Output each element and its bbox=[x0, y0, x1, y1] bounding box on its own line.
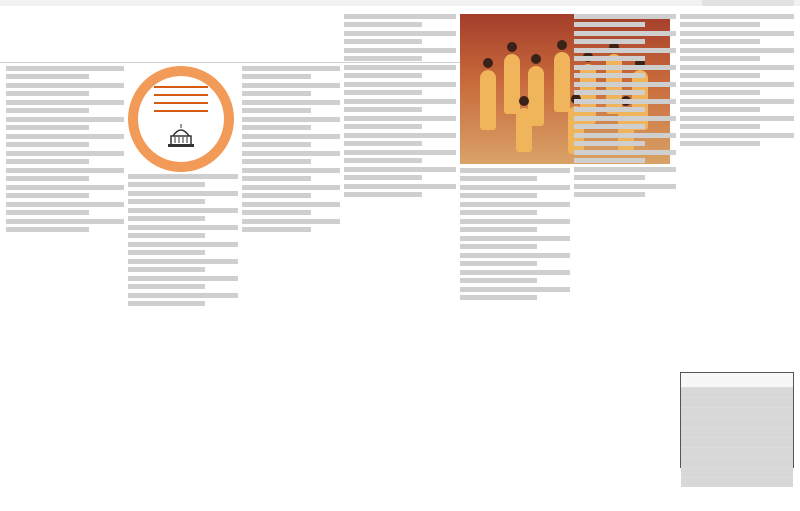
answer-key-cell bbox=[681, 418, 709, 428]
question-item bbox=[344, 150, 456, 163]
question-item bbox=[574, 133, 676, 146]
badge-line-1 bbox=[154, 86, 208, 88]
answer-key-cell bbox=[709, 418, 737, 428]
question-text-placeholder bbox=[680, 39, 760, 44]
question-item bbox=[128, 242, 238, 255]
answer-key-row bbox=[681, 458, 793, 468]
question-item bbox=[680, 116, 794, 129]
question-item bbox=[680, 14, 794, 27]
answer-key-cell bbox=[709, 438, 737, 448]
answer-key-cell bbox=[681, 458, 709, 468]
answer-key-row bbox=[681, 418, 793, 428]
question-text-placeholder bbox=[344, 175, 422, 180]
question-item bbox=[242, 151, 340, 164]
question-text-placeholder bbox=[242, 185, 340, 190]
question-text-placeholder bbox=[344, 107, 422, 112]
question-item bbox=[242, 83, 340, 96]
question-text-placeholder bbox=[242, 108, 311, 113]
author-credit bbox=[680, 472, 792, 486]
question-text-placeholder bbox=[6, 168, 124, 173]
question-text-placeholder bbox=[6, 66, 124, 71]
question-item bbox=[128, 174, 238, 187]
question-text-placeholder bbox=[128, 174, 238, 179]
question-item bbox=[574, 14, 676, 27]
question-text-placeholder bbox=[6, 134, 124, 139]
answer-key-cell bbox=[709, 408, 737, 418]
question-item bbox=[680, 65, 794, 78]
question-text-placeholder bbox=[344, 141, 422, 146]
question-text-placeholder bbox=[344, 158, 422, 163]
question-item bbox=[460, 253, 570, 266]
answer-key-cell bbox=[765, 388, 793, 398]
question-item bbox=[344, 14, 456, 27]
question-item bbox=[574, 167, 676, 180]
question-text-placeholder bbox=[6, 176, 89, 181]
badge-inner bbox=[138, 76, 224, 162]
question-text-placeholder bbox=[574, 107, 645, 112]
question-text-placeholder bbox=[6, 159, 89, 164]
question-text-placeholder bbox=[6, 185, 124, 190]
question-text-placeholder bbox=[574, 133, 676, 138]
question-text-placeholder bbox=[574, 31, 676, 36]
question-item bbox=[574, 31, 676, 44]
question-item bbox=[460, 236, 570, 249]
question-text-placeholder bbox=[242, 227, 311, 232]
question-text-placeholder bbox=[574, 82, 676, 87]
question-text-placeholder bbox=[344, 116, 456, 121]
question-item bbox=[128, 225, 238, 238]
badge-line-2 bbox=[154, 94, 208, 96]
question-text-placeholder bbox=[6, 151, 124, 156]
question-text-placeholder bbox=[344, 192, 422, 197]
answer-key-cell bbox=[737, 458, 765, 468]
question-text-placeholder bbox=[242, 151, 340, 156]
question-text-placeholder bbox=[574, 167, 676, 172]
question-text-placeholder bbox=[128, 293, 238, 298]
question-item bbox=[460, 270, 570, 283]
question-text-placeholder bbox=[128, 225, 238, 230]
question-item bbox=[460, 202, 570, 215]
question-item bbox=[242, 66, 340, 79]
question-text-placeholder bbox=[574, 116, 676, 121]
question-text-placeholder bbox=[242, 168, 340, 173]
answer-key-row bbox=[681, 398, 793, 408]
question-text-placeholder bbox=[460, 193, 537, 198]
answer-key-cell bbox=[681, 448, 709, 458]
question-text-placeholder bbox=[460, 176, 537, 181]
question-text-placeholder bbox=[242, 83, 340, 88]
question-text-placeholder bbox=[242, 176, 311, 181]
question-item bbox=[344, 184, 456, 197]
question-text-placeholder bbox=[6, 202, 124, 207]
question-text-placeholder bbox=[680, 56, 760, 61]
question-text-placeholder bbox=[242, 142, 311, 147]
answer-key-cell bbox=[681, 398, 709, 408]
question-text-placeholder bbox=[574, 56, 645, 61]
question-item bbox=[128, 259, 238, 272]
question-text-placeholder bbox=[6, 193, 89, 198]
question-text-placeholder bbox=[460, 185, 570, 190]
answer-key-cell bbox=[737, 388, 765, 398]
question-text-placeholder bbox=[574, 175, 645, 180]
dancer-figure bbox=[504, 54, 520, 114]
question-text-placeholder bbox=[574, 39, 645, 44]
question-text-placeholder bbox=[680, 116, 794, 121]
question-text-placeholder bbox=[574, 65, 676, 70]
question-item bbox=[574, 65, 676, 78]
answer-key-cell bbox=[765, 408, 793, 418]
question-text-placeholder bbox=[460, 253, 570, 258]
header-tag bbox=[702, 0, 794, 6]
question-column-6 bbox=[574, 14, 676, 506]
answer-key-cell bbox=[765, 418, 793, 428]
question-column-3 bbox=[242, 66, 340, 506]
question-text-placeholder bbox=[242, 74, 311, 79]
question-text-placeholder bbox=[460, 236, 570, 241]
question-item bbox=[460, 185, 570, 198]
question-text-placeholder bbox=[242, 219, 340, 224]
question-text-placeholder bbox=[680, 48, 794, 53]
answer-key-cell bbox=[765, 448, 793, 458]
question-text-placeholder bbox=[344, 133, 456, 138]
syllabus-badge bbox=[128, 66, 234, 172]
question-text-placeholder bbox=[344, 14, 456, 19]
question-text-placeholder bbox=[460, 202, 570, 207]
question-text-placeholder bbox=[242, 66, 340, 71]
answer-key-cell bbox=[765, 398, 793, 408]
answer-key-cell bbox=[709, 398, 737, 408]
question-text-placeholder bbox=[344, 124, 422, 129]
question-text-placeholder bbox=[574, 90, 645, 95]
question-item bbox=[6, 117, 124, 130]
dancer-figure bbox=[480, 70, 496, 130]
question-item bbox=[574, 82, 676, 95]
question-text-placeholder bbox=[680, 22, 760, 27]
answer-key-cell bbox=[681, 438, 709, 448]
question-text-placeholder bbox=[574, 184, 676, 189]
question-column-2 bbox=[128, 174, 238, 506]
question-text-placeholder bbox=[344, 82, 456, 87]
question-item bbox=[574, 48, 676, 61]
question-text-placeholder bbox=[6, 142, 89, 147]
answer-key-cell bbox=[681, 408, 709, 418]
answer-key-cell bbox=[765, 428, 793, 438]
question-text-placeholder bbox=[128, 250, 205, 255]
question-text-placeholder bbox=[680, 133, 794, 138]
question-text-placeholder bbox=[344, 99, 456, 104]
question-item bbox=[6, 168, 124, 181]
answer-key-cell bbox=[737, 428, 765, 438]
answer-key-cell bbox=[709, 458, 737, 468]
question-item bbox=[344, 99, 456, 112]
question-item bbox=[460, 219, 570, 232]
answer-key-cell bbox=[737, 398, 765, 408]
question-item bbox=[6, 219, 124, 232]
question-text-placeholder bbox=[680, 141, 760, 146]
header-strip bbox=[0, 0, 800, 6]
question-text-placeholder bbox=[6, 83, 124, 88]
question-item bbox=[6, 134, 124, 147]
question-item bbox=[460, 287, 570, 300]
question-text-placeholder bbox=[242, 125, 311, 130]
question-item bbox=[680, 99, 794, 112]
question-item bbox=[242, 100, 340, 113]
question-text-placeholder bbox=[574, 141, 645, 146]
answer-key-cell bbox=[737, 408, 765, 418]
answer-key-title bbox=[681, 373, 793, 387]
question-text-placeholder bbox=[6, 117, 124, 122]
answer-key-row bbox=[681, 388, 793, 398]
question-text-placeholder bbox=[344, 31, 456, 36]
question-item bbox=[344, 65, 456, 78]
question-item bbox=[344, 48, 456, 61]
question-text-placeholder bbox=[242, 117, 340, 122]
question-text-placeholder bbox=[574, 150, 676, 155]
question-text-placeholder bbox=[574, 14, 676, 19]
question-text-placeholder bbox=[344, 73, 422, 78]
answer-key-cell bbox=[737, 418, 765, 428]
answer-key-cell bbox=[737, 448, 765, 458]
question-item bbox=[680, 31, 794, 44]
question-text-placeholder bbox=[460, 168, 570, 173]
badge-line-3 bbox=[154, 102, 208, 104]
question-text-placeholder bbox=[128, 284, 205, 289]
question-text-placeholder bbox=[460, 278, 537, 283]
question-text-placeholder bbox=[128, 301, 205, 306]
question-text-placeholder bbox=[128, 182, 205, 187]
answer-key-cell bbox=[737, 438, 765, 448]
question-text-placeholder bbox=[680, 14, 794, 19]
question-text-placeholder bbox=[460, 219, 570, 224]
answer-key-row bbox=[681, 428, 793, 438]
answer-key-cell bbox=[709, 448, 737, 458]
question-text-placeholder bbox=[128, 216, 205, 221]
answer-key-cell bbox=[681, 428, 709, 438]
question-text-placeholder bbox=[6, 227, 89, 232]
question-text-placeholder bbox=[6, 210, 89, 215]
question-item bbox=[460, 168, 570, 181]
question-text-placeholder bbox=[128, 242, 238, 247]
question-text-placeholder bbox=[574, 124, 645, 129]
question-item bbox=[128, 293, 238, 306]
question-text-placeholder bbox=[128, 208, 238, 213]
question-item bbox=[680, 133, 794, 146]
question-item bbox=[344, 82, 456, 95]
question-item bbox=[6, 202, 124, 215]
dancer-figure bbox=[554, 52, 570, 112]
question-text-placeholder bbox=[128, 267, 205, 272]
question-text-placeholder bbox=[242, 100, 340, 105]
answer-key-row bbox=[681, 448, 793, 458]
question-item bbox=[574, 116, 676, 129]
question-text-placeholder bbox=[6, 91, 89, 96]
question-text-placeholder bbox=[574, 73, 645, 78]
question-column-1 bbox=[6, 66, 124, 506]
question-item bbox=[128, 191, 238, 204]
answer-key-cell bbox=[681, 388, 709, 398]
question-item bbox=[6, 66, 124, 79]
answer-key-row bbox=[681, 408, 793, 418]
question-text-placeholder bbox=[680, 107, 760, 112]
question-text-placeholder bbox=[344, 48, 456, 53]
question-text-placeholder bbox=[128, 233, 205, 238]
question-text-placeholder bbox=[574, 158, 645, 163]
question-column-5 bbox=[460, 168, 570, 506]
question-text-placeholder bbox=[574, 192, 645, 197]
question-text-placeholder bbox=[128, 259, 238, 264]
question-item bbox=[574, 99, 676, 112]
dancer-figure bbox=[516, 108, 532, 152]
question-item bbox=[242, 185, 340, 198]
question-item bbox=[680, 82, 794, 95]
answer-key-cell bbox=[765, 438, 793, 448]
question-text-placeholder bbox=[460, 261, 537, 266]
question-text-placeholder bbox=[680, 65, 794, 70]
question-text-placeholder bbox=[242, 159, 311, 164]
question-text-placeholder bbox=[574, 48, 676, 53]
question-item bbox=[6, 185, 124, 198]
question-text-placeholder bbox=[680, 73, 760, 78]
question-text-placeholder bbox=[344, 150, 456, 155]
badge-line-4 bbox=[154, 110, 208, 112]
question-text-placeholder bbox=[574, 22, 645, 27]
question-text-placeholder bbox=[344, 39, 422, 44]
question-text-placeholder bbox=[680, 82, 794, 87]
question-item bbox=[242, 219, 340, 232]
question-text-placeholder bbox=[6, 74, 89, 79]
question-item bbox=[344, 167, 456, 180]
question-text-placeholder bbox=[128, 191, 238, 196]
question-text-placeholder bbox=[6, 125, 89, 130]
question-item bbox=[680, 48, 794, 61]
question-text-placeholder bbox=[242, 91, 311, 96]
question-text-placeholder bbox=[460, 295, 537, 300]
question-text-placeholder bbox=[344, 90, 422, 95]
parliament-dome-icon bbox=[164, 122, 198, 150]
question-text-placeholder bbox=[460, 210, 537, 215]
question-text-placeholder bbox=[680, 124, 760, 129]
question-item bbox=[6, 83, 124, 96]
question-text-placeholder bbox=[242, 134, 340, 139]
question-text-placeholder bbox=[460, 244, 537, 249]
answer-key-cell bbox=[709, 388, 737, 398]
question-text-placeholder bbox=[344, 167, 456, 172]
question-item bbox=[242, 117, 340, 130]
question-item bbox=[344, 31, 456, 44]
question-item bbox=[128, 208, 238, 221]
question-item bbox=[344, 116, 456, 129]
question-item bbox=[242, 202, 340, 215]
question-item bbox=[574, 184, 676, 197]
question-text-placeholder bbox=[344, 65, 456, 70]
question-item bbox=[6, 100, 124, 113]
answer-key-cell bbox=[709, 428, 737, 438]
question-text-placeholder bbox=[574, 99, 676, 104]
question-text-placeholder bbox=[460, 287, 570, 292]
question-text-placeholder bbox=[128, 199, 205, 204]
question-text-placeholder bbox=[680, 90, 760, 95]
question-item bbox=[6, 151, 124, 164]
question-text-placeholder bbox=[6, 219, 124, 224]
question-text-placeholder bbox=[242, 210, 311, 215]
question-text-placeholder bbox=[460, 270, 570, 275]
question-text-placeholder bbox=[128, 276, 238, 281]
question-item bbox=[574, 150, 676, 163]
question-text-placeholder bbox=[680, 99, 794, 104]
question-text-placeholder bbox=[680, 31, 794, 36]
question-item bbox=[128, 276, 238, 289]
answer-key-box bbox=[680, 372, 794, 468]
answer-key-cell bbox=[765, 458, 793, 468]
question-text-placeholder bbox=[242, 193, 311, 198]
question-item bbox=[242, 134, 340, 147]
question-text-placeholder bbox=[344, 56, 422, 61]
answer-key-row bbox=[681, 438, 793, 448]
question-text-placeholder bbox=[6, 108, 89, 113]
question-text-placeholder bbox=[460, 227, 537, 232]
question-text-placeholder bbox=[6, 100, 124, 105]
question-column-4 bbox=[344, 14, 456, 506]
question-item bbox=[242, 168, 340, 181]
question-text-placeholder bbox=[344, 22, 422, 27]
question-text-placeholder bbox=[344, 184, 456, 189]
question-item bbox=[344, 133, 456, 146]
question-text-placeholder bbox=[242, 202, 340, 207]
